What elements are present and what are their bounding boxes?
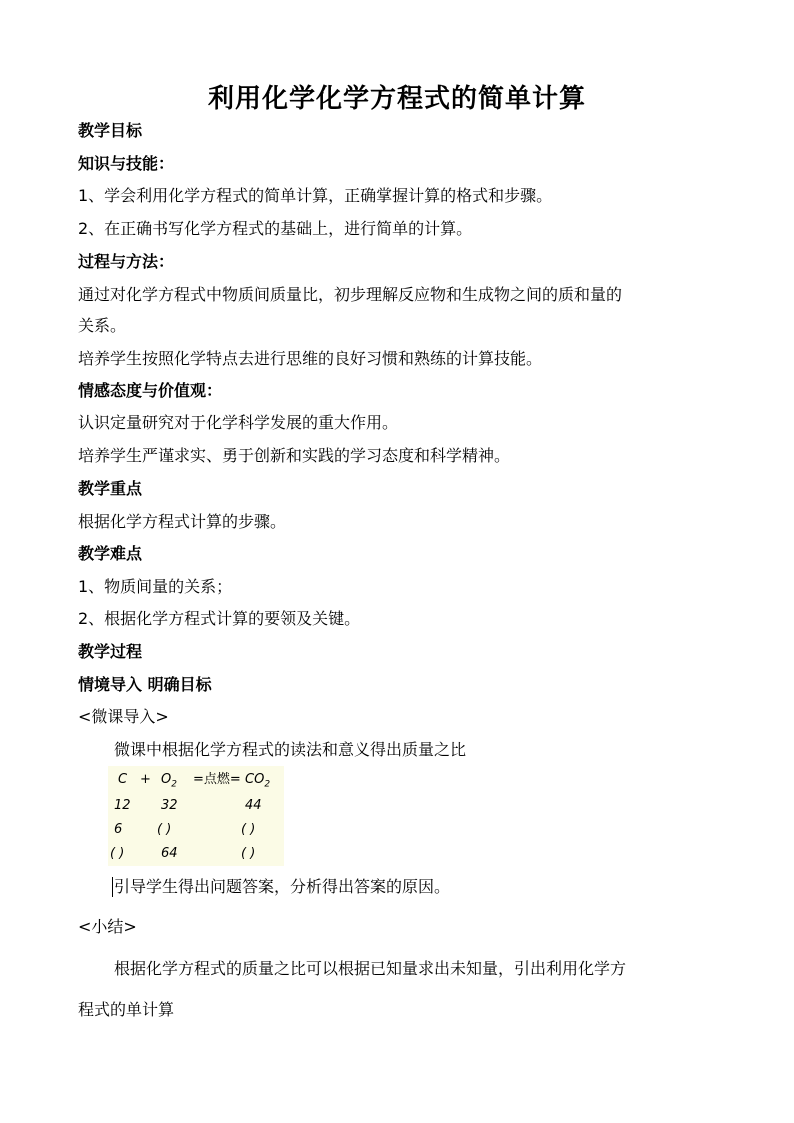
text-line: 微课中根据化学方程式的读法和意义得出质量之比	[114, 740, 467, 759]
mass-cell: 64	[161, 846, 178, 861]
document-title: 利用化学化学方程式的简单计算	[207, 84, 586, 114]
text-cursor	[112, 877, 113, 897]
text-line: 培养学生按照化学特点去进行思维的良好习惯和熟练的计算技能。	[78, 349, 543, 368]
mass-blank: ( )	[241, 846, 256, 861]
text-line: 根据化学方程式计算的步骤。	[78, 512, 287, 531]
heading-difficulties: 教学难点	[78, 544, 143, 563]
heading-teaching-process: 教学过程	[78, 642, 143, 661]
text-line: <微课导入>	[78, 707, 169, 726]
mass-cell: 12	[114, 798, 131, 813]
reaction-arrow: =点燃=	[193, 772, 241, 787]
text-line: 2、根据化学方程式计算的要领及关键。	[78, 609, 361, 628]
text-line: 2、在正确书写化学方程式的基础上，进行简单的计算。	[78, 219, 473, 238]
mass-cell: 32	[161, 798, 178, 813]
heading-process-method: 过程与方法：	[78, 252, 175, 271]
mass-blank: ( )	[157, 822, 172, 837]
text-line: 程式的单计算	[78, 1000, 175, 1019]
mass-cell: 6	[114, 822, 123, 837]
text-line: <小结>	[78, 917, 137, 936]
text-line: 关系。	[78, 316, 127, 335]
heading-knowledge-skills: 知识与技能：	[78, 154, 175, 173]
carbon-symbol: C	[118, 772, 128, 787]
heading-attitude-values: 情感态度与价值观：	[78, 381, 223, 400]
text-line: 1、物质间量的关系；	[78, 577, 233, 596]
text-line: 1、学会利用化学方程式的简单计算，正确掌握计算的格式和步骤。	[78, 186, 553, 205]
oxygen-formula: $O_2$	[161, 772, 177, 790]
mass-cell: 44	[245, 798, 262, 813]
co2-formula: $CO_2$	[245, 772, 271, 790]
heading-teaching-goals: 教学目标	[78, 121, 143, 140]
heading-key-points: 教学重点	[78, 479, 143, 498]
mass-blank: ( )	[110, 846, 125, 861]
plus-sign: +	[140, 772, 151, 787]
text-line: 认识定量研究对于化学科学发展的重大作用。	[78, 413, 399, 432]
text-line: 引导学生得出问题答案，分析得出答案的原因。	[114, 877, 451, 896]
heading-situation-intro: 情境导入 明确目标	[78, 675, 212, 694]
mass-blank: ( )	[241, 822, 256, 837]
text-line: 培养学生严谨求实、勇于创新和实践的学习态度和科学精神。	[78, 446, 511, 465]
text-line: 根据化学方程式的质量之比可以根据已知量求出未知量，引出利用化学方	[114, 959, 627, 978]
text-line: 通过对化学方程式中物质间质量比，初步理解反应物和生成物之间的质和量的	[78, 285, 623, 304]
